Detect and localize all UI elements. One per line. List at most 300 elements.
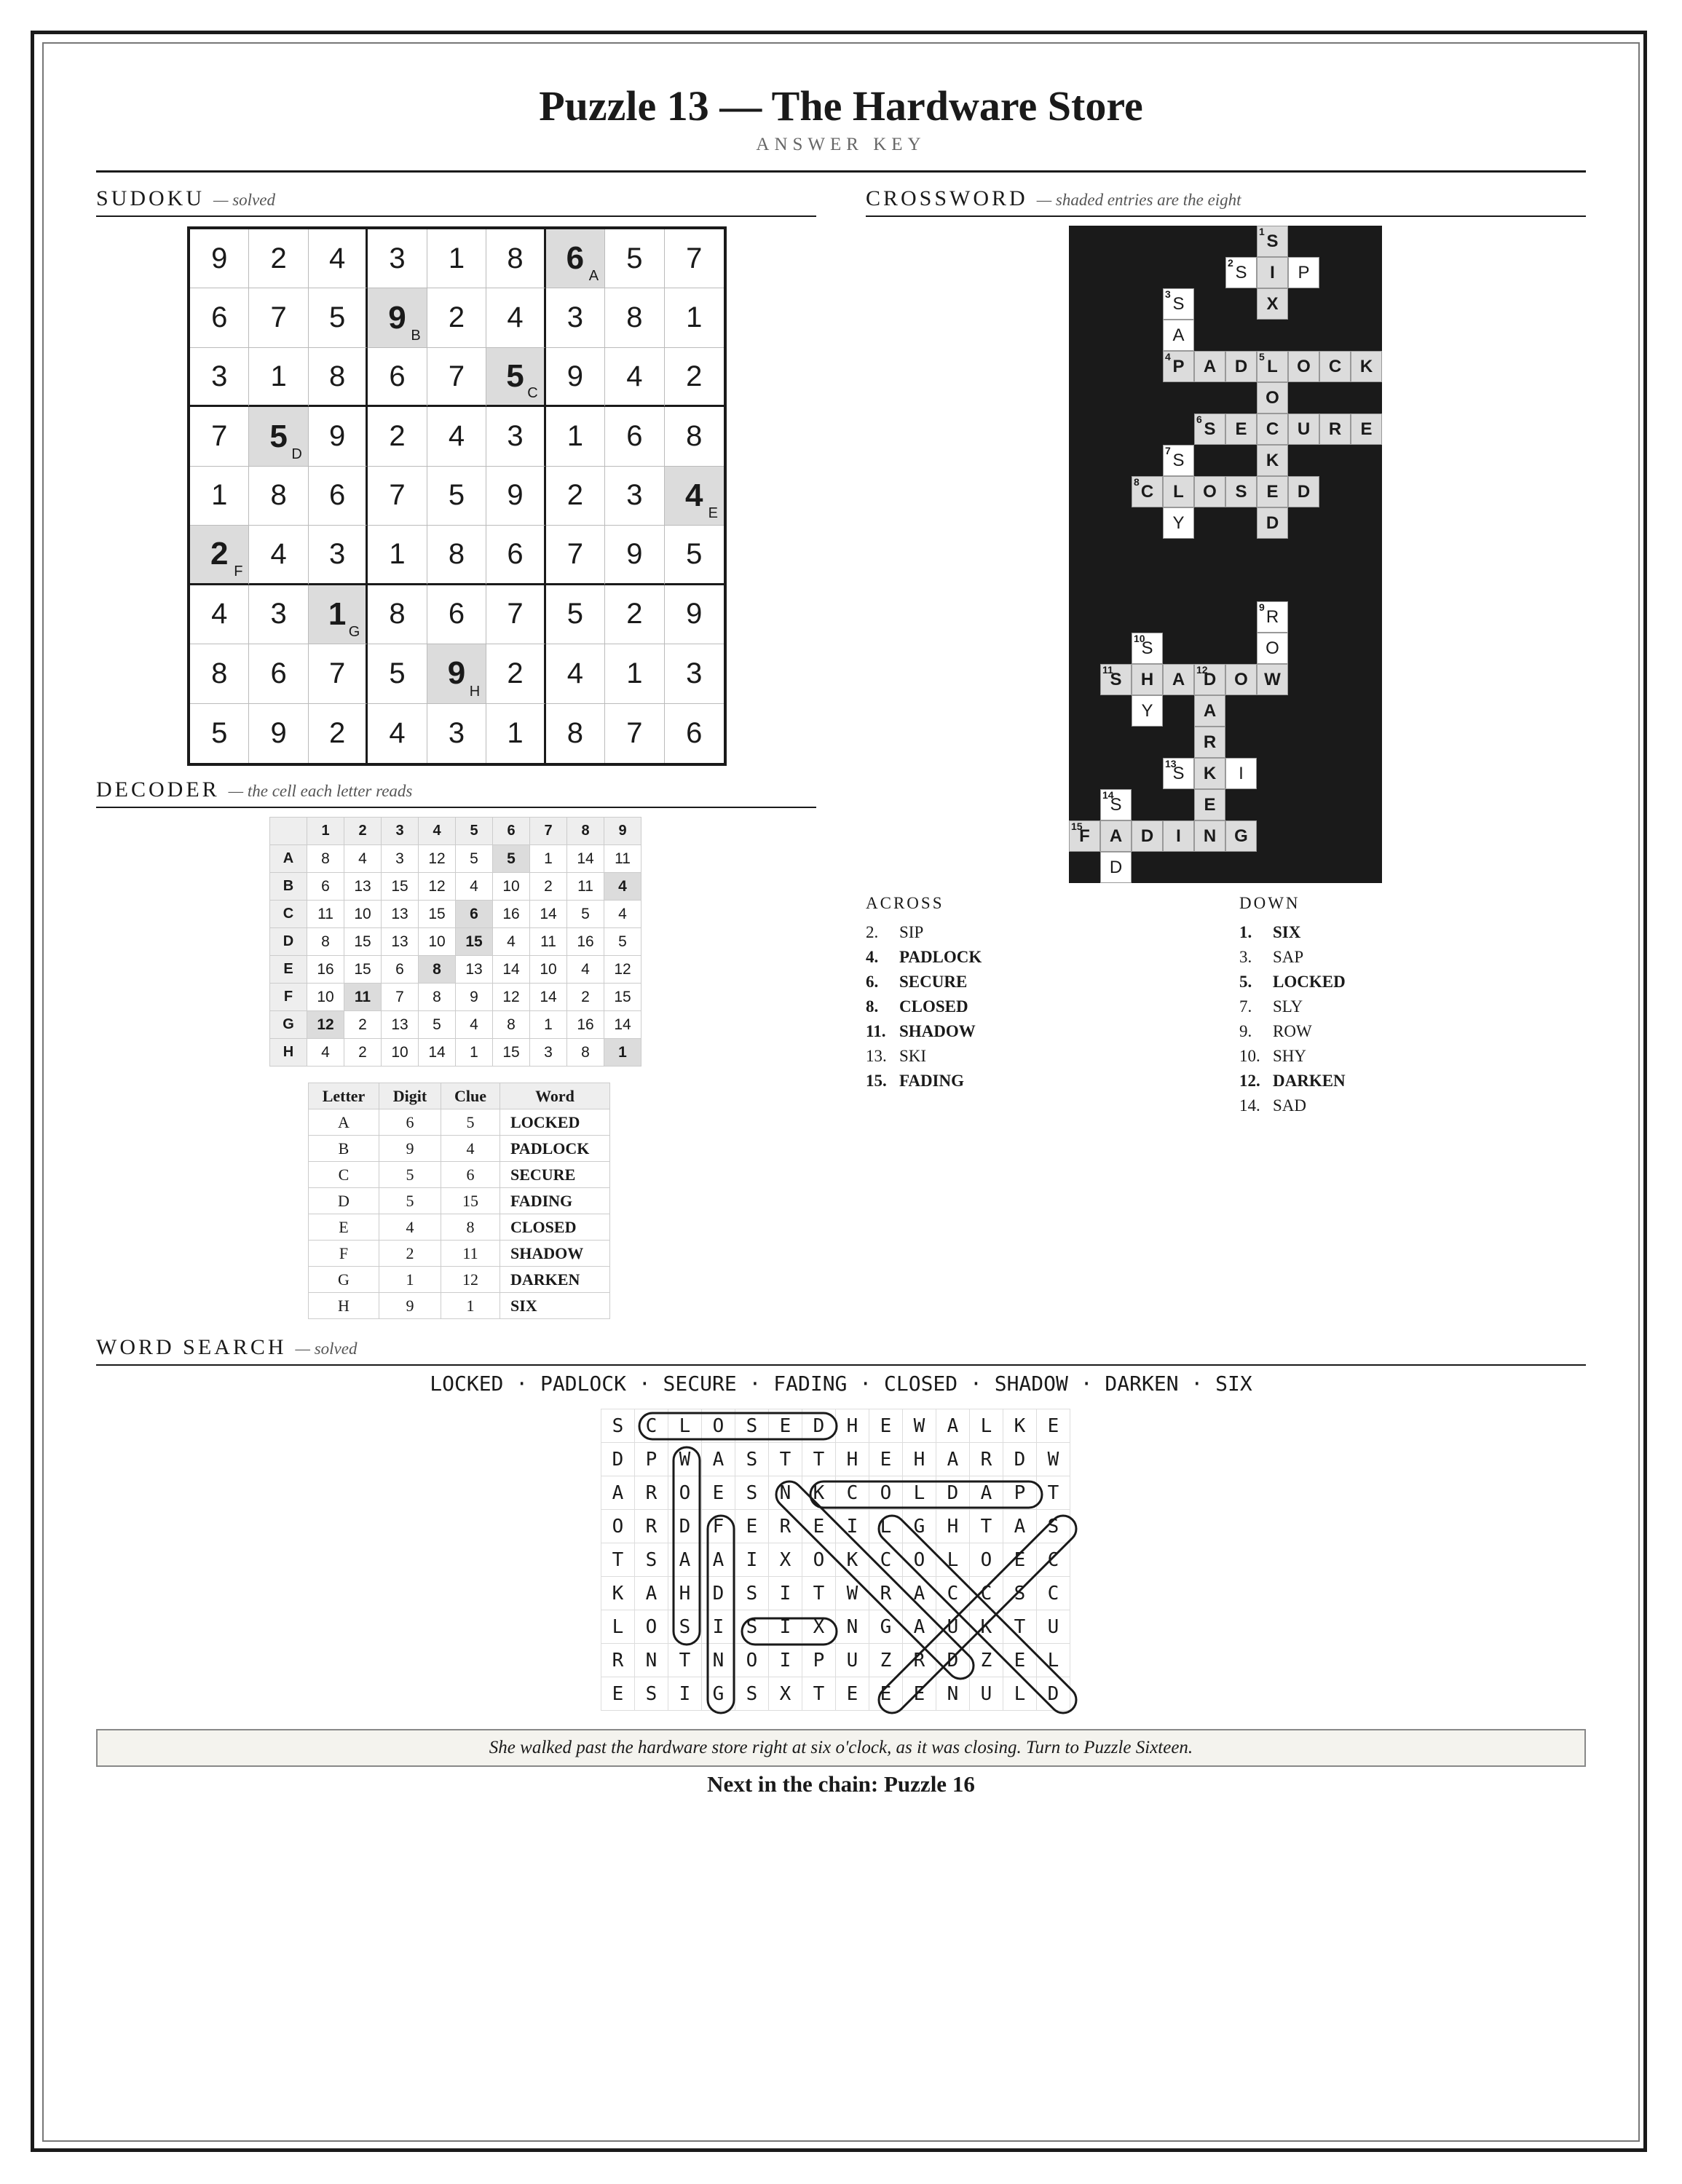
- decoder-cell: 5: [567, 901, 604, 928]
- sudoku-cell: [665, 229, 724, 288]
- word-search-letter: T: [802, 1443, 836, 1476]
- crossword-cell: [1257, 351, 1288, 382]
- word-search-letter: E: [1037, 1409, 1070, 1443]
- sudoku-digit: 9: [507, 479, 524, 512]
- decoder-key-table: [308, 1083, 610, 1319]
- across-heading: ACROSS: [866, 894, 944, 912]
- crossword-letter: S: [1110, 794, 1122, 815]
- word-search-note: — solved: [295, 1340, 358, 1358]
- decoder-cell: 16: [307, 956, 344, 984]
- sudoku-cell: [486, 407, 545, 466]
- decoder-row-header: H: [270, 1039, 307, 1067]
- sudoku-digit: 3: [566, 301, 583, 334]
- sudoku-digit: 9: [626, 537, 643, 570]
- crossword-clue-number: 13: [1165, 758, 1177, 769]
- key-row: [309, 1241, 610, 1267]
- word-search-grid: [601, 1409, 1070, 1711]
- word-search-letter: C: [970, 1577, 1003, 1610]
- crossword-cell: [1194, 695, 1225, 727]
- crossword-cell: [1257, 507, 1288, 539]
- crossword-cell: [1132, 695, 1163, 727]
- decoder-header-row: [270, 818, 641, 845]
- clue-number: 9.: [1239, 1022, 1252, 1040]
- key-cell: 5: [441, 1109, 500, 1136]
- crossword-clue-number: 11: [1102, 664, 1113, 676]
- crossword-letter: F: [1079, 826, 1090, 846]
- word-search-letter: S: [668, 1610, 702, 1644]
- key-word: SECURE: [500, 1162, 610, 1188]
- word-search-letter: O: [601, 1510, 635, 1543]
- decoder-row: [270, 928, 641, 956]
- sudoku-cell: [665, 348, 724, 407]
- decoder-cell: 4: [344, 845, 382, 873]
- key-word: CLOSED: [500, 1214, 610, 1241]
- sudoku-digit: 3: [507, 420, 524, 453]
- decoder-row: [270, 845, 641, 873]
- crossword-letter: R: [1266, 606, 1279, 627]
- word-search-letter: R: [601, 1644, 635, 1677]
- crossword-cell: [1194, 820, 1225, 852]
- decoder-cell: 10: [344, 901, 382, 928]
- word-search-letter: U: [1037, 1610, 1070, 1644]
- word-search-letter: A: [903, 1610, 936, 1644]
- decoder-cell: 2: [567, 984, 604, 1011]
- word-search-letter: R: [869, 1577, 903, 1610]
- sudoku-digit: 7: [270, 301, 287, 334]
- word-search-letter: C: [635, 1409, 668, 1443]
- crossword-letter: U: [1297, 419, 1311, 439]
- crossword-cell: [1163, 476, 1194, 507]
- decoder-cell: 8: [493, 1011, 530, 1039]
- decoder-row-header: E: [270, 956, 307, 984]
- crossword-cell: [1163, 351, 1194, 382]
- word-search-letter: R: [635, 1476, 668, 1510]
- decoder-row-header: G: [270, 1011, 307, 1039]
- word-search-letter: O: [635, 1610, 668, 1644]
- decoder-cell: 13: [382, 928, 419, 956]
- word-search-letter: F: [702, 1510, 735, 1543]
- sudoku-digit: 3: [389, 242, 406, 274]
- word-search-letter: X: [769, 1677, 802, 1711]
- key-cell: G: [309, 1267, 379, 1293]
- word-search-letter: S: [1037, 1510, 1070, 1543]
- decoder-cell: 11: [567, 873, 604, 901]
- clue-entry: [1239, 994, 1346, 1019]
- decoder-cell: 13: [456, 956, 493, 984]
- word-search-letter: X: [769, 1543, 802, 1577]
- page-title: Puzzle 13 — The Hardware Store: [539, 82, 1143, 130]
- sudoku-cell: [605, 348, 664, 407]
- word-search-letter: C: [1037, 1543, 1070, 1577]
- crossword-cell: [1225, 351, 1257, 382]
- sudoku-cell: [190, 407, 249, 466]
- crossword-letter: Y: [1141, 700, 1153, 721]
- decoder-cell: 1: [530, 1011, 567, 1039]
- decoder-column-header: 2: [344, 818, 382, 845]
- sudoku-cell: [368, 288, 427, 347]
- decoder-cell: 14: [419, 1039, 456, 1067]
- sudoku-digit: 1: [448, 242, 465, 274]
- sudoku-digit: 6: [507, 537, 524, 570]
- sudoku-digit: 1: [211, 479, 228, 512]
- sudoku-letter-tag: F: [234, 563, 243, 579]
- clue-number: 15.: [866, 1072, 887, 1090]
- crossword-cell: [1100, 664, 1132, 695]
- decoder-cell: 11: [604, 845, 641, 873]
- word-search-letter: O: [702, 1409, 735, 1443]
- sudoku-digit: 1: [507, 716, 524, 749]
- decoder-cell: 12: [604, 956, 641, 984]
- key-cell: A: [309, 1109, 379, 1136]
- decoder-column-header: 7: [530, 818, 567, 845]
- sudoku-digit: 7: [211, 420, 228, 453]
- decoder-cell: 16: [493, 901, 530, 928]
- word-search-letter: L: [668, 1409, 702, 1443]
- word-search-letter: T: [1003, 1610, 1037, 1644]
- sudoku-cell: [427, 704, 486, 763]
- sudoku-cell: [546, 348, 605, 407]
- decoder-row: [270, 873, 641, 901]
- clue-entry: [1239, 970, 1346, 994]
- sudoku-letter-tag: C: [527, 385, 538, 402]
- clue-word: SHY: [1273, 1047, 1307, 1065]
- clue-number: 2.: [866, 923, 879, 941]
- decoder-column-header: 8: [567, 818, 604, 845]
- word-search-letter: H: [836, 1409, 869, 1443]
- crossword-cell: [1163, 507, 1194, 539]
- clue-entry: [866, 1019, 982, 1044]
- word-search-letter: A: [668, 1543, 702, 1577]
- sudoku-digit: 8: [270, 479, 287, 512]
- sudoku-cell: [309, 407, 368, 466]
- sudoku-cell: [546, 229, 605, 288]
- crossword-letter: O: [1203, 481, 1217, 502]
- sudoku-cell: [427, 288, 486, 347]
- decoder-cell: 8: [419, 984, 456, 1011]
- word-search-letter: T: [668, 1644, 702, 1677]
- crossword-clue-number: 1: [1259, 226, 1265, 237]
- word-search-letter: A: [936, 1409, 970, 1443]
- sudoku-digit: 3: [626, 479, 643, 512]
- decoder-cell: 14: [530, 984, 567, 1011]
- word-search-letter: D: [1037, 1677, 1070, 1711]
- decoder-cell: 4: [307, 1039, 344, 1067]
- word-search-letter: I: [735, 1543, 769, 1577]
- decoder-cell: 4: [456, 1011, 493, 1039]
- decoder-cell: 12: [419, 873, 456, 901]
- sudoku-digit: 1: [566, 420, 583, 453]
- crossword-letter: A: [1109, 826, 1123, 846]
- word-search-letter: I: [769, 1644, 802, 1677]
- crossword-letter: Y: [1172, 513, 1185, 533]
- sudoku-cell: [605, 526, 664, 585]
- crossword-letter: X: [1266, 293, 1279, 314]
- decoder-cell: 15: [382, 873, 419, 901]
- word-search-letter: Z: [970, 1644, 1003, 1677]
- decoder-column-header: 1: [307, 818, 344, 845]
- crossword-clue-number: 6: [1196, 414, 1202, 425]
- clue-entry: [1239, 920, 1346, 945]
- crossword-cell: [1288, 414, 1319, 445]
- key-cell: 9: [379, 1136, 441, 1162]
- clue-number: 1.: [1239, 923, 1252, 941]
- word-search-letter: Z: [869, 1644, 903, 1677]
- sudoku-cell: [249, 407, 308, 466]
- sudoku-cell: [486, 348, 545, 407]
- word-search-row: [601, 1409, 1070, 1443]
- sudoku-cell: [249, 704, 308, 763]
- word-search-letter: D: [601, 1443, 635, 1476]
- decoder-cell: 2: [530, 873, 567, 901]
- key-column-header: Digit: [379, 1083, 441, 1109]
- key-word: SIX: [500, 1293, 610, 1319]
- decoder-cell: 15: [604, 984, 641, 1011]
- sudoku-digit: 1: [389, 537, 406, 570]
- word-search-letter: W: [903, 1409, 936, 1443]
- clue-number: 10.: [1239, 1047, 1260, 1065]
- sudoku-digit: 5: [506, 358, 524, 395]
- word-search-letter: N: [836, 1610, 869, 1644]
- sudoku-cell: [190, 704, 249, 763]
- sudoku-cell: [368, 526, 427, 585]
- word-search-letter: C: [1037, 1577, 1070, 1610]
- word-search-letter: C: [936, 1577, 970, 1610]
- word-search-letter: K: [802, 1476, 836, 1510]
- sudoku-digit: 6: [448, 598, 465, 630]
- key-column-header: Letter: [309, 1083, 379, 1109]
- key-cell: H: [309, 1293, 379, 1319]
- key-row: [309, 1109, 610, 1136]
- word-search-letter: S: [1003, 1577, 1037, 1610]
- crossword-letter: O: [1297, 356, 1311, 376]
- decoder-cell: 6: [307, 873, 344, 901]
- word-search-letter: C: [836, 1476, 869, 1510]
- word-search-letter: S: [601, 1409, 635, 1443]
- clue-number: 6.: [866, 973, 879, 991]
- crossword-cell: [1194, 727, 1225, 758]
- sudoku-cell: [249, 585, 308, 644]
- word-search-word-list: LOCKED · PADLOCK · SECURE · FADING · CLOSED · SHADOW · DARKEN · SIX: [430, 1372, 1252, 1396]
- word-search-letter: S: [735, 1677, 769, 1711]
- word-search-letter: G: [702, 1677, 735, 1711]
- sudoku-letter-tag: H: [469, 683, 481, 700]
- sudoku-cell: [486, 704, 545, 763]
- key-word: PADLOCK: [500, 1136, 610, 1162]
- word-search-letter: W: [668, 1443, 702, 1476]
- clue-entry: [866, 994, 982, 1019]
- crossword-letter: D: [1140, 826, 1154, 846]
- key-cell: 8: [441, 1214, 500, 1241]
- decoder-heading: DECODER: [96, 778, 220, 802]
- sudoku-cell: [427, 348, 486, 407]
- decoder-column-header: 5: [456, 818, 493, 845]
- sudoku-digit: 9: [388, 299, 406, 336]
- decoder-cell: 9: [456, 984, 493, 1011]
- word-search-row: [601, 1677, 1070, 1711]
- sudoku-digit: 2: [328, 716, 346, 749]
- word-search-letter: D: [802, 1409, 836, 1443]
- word-search-row: [601, 1577, 1070, 1610]
- word-search-letter: E: [869, 1443, 903, 1476]
- solution-message: She walked past the hardware store right at six o'clock, as it was closing. Turn to Puzzle Sixteen.: [96, 1729, 1586, 1767]
- crossword-letter: S: [1110, 669, 1122, 689]
- crossword-letter: R: [1203, 732, 1217, 752]
- sudoku-cell: [249, 229, 308, 288]
- sudoku-cell: [190, 467, 249, 526]
- sudoku-cell: [249, 644, 308, 703]
- word-search-letter: G: [903, 1510, 936, 1543]
- sudoku-digit: 2: [270, 242, 287, 274]
- clue-word: FADING: [899, 1072, 965, 1090]
- crossword-letter: H: [1140, 669, 1154, 689]
- key-cell: 1: [379, 1267, 441, 1293]
- sudoku-cell: [190, 348, 249, 407]
- sudoku-cell: [605, 704, 664, 763]
- sudoku-cell: [605, 288, 664, 347]
- sudoku-digit: 5: [389, 657, 406, 689]
- sudoku-cell: [309, 704, 368, 763]
- clue-word: LOCKED: [1273, 973, 1346, 991]
- word-search-row: [601, 1543, 1070, 1577]
- clue-entry: [866, 1044, 982, 1069]
- decoder-corner: [270, 818, 307, 845]
- crossword-letter: E: [1235, 419, 1247, 439]
- decoder-column-header: 9: [604, 818, 641, 845]
- decoder-cell: 1: [604, 1039, 641, 1067]
- word-search-letter: T: [802, 1577, 836, 1610]
- decoder-cell: 11: [344, 984, 382, 1011]
- decoder-column-header: 4: [419, 818, 456, 845]
- word-search-letter: E: [869, 1409, 903, 1443]
- word-search-letter: E: [869, 1677, 903, 1711]
- crossword-cell: [1194, 351, 1225, 382]
- crossword-letter: E: [1360, 419, 1373, 439]
- decoder-row-header: C: [270, 901, 307, 928]
- sudoku-section-header: [96, 186, 816, 217]
- sudoku-cell: [190, 288, 249, 347]
- word-search-letter: A: [1003, 1510, 1037, 1543]
- word-search-letter: K: [1003, 1409, 1037, 1443]
- sudoku-digit: 1: [626, 657, 643, 689]
- word-search-letter: U: [936, 1610, 970, 1644]
- key-cell: 5: [379, 1162, 441, 1188]
- sudoku-cell: [368, 407, 427, 466]
- word-search-letter: T: [970, 1510, 1003, 1543]
- word-search-letter: N: [769, 1476, 802, 1510]
- decoder-cell: 2: [344, 1039, 382, 1067]
- sudoku-digit: 5: [269, 418, 288, 454]
- clue-entry: [866, 970, 982, 994]
- crossword-clue-number: 15: [1071, 820, 1083, 832]
- crossword-cell: [1163, 664, 1194, 695]
- decoder-note: — the cell each letter reads: [228, 782, 413, 800]
- decoder-cell: 16: [567, 928, 604, 956]
- clue-word: SIX: [1273, 923, 1301, 941]
- key-cell: 4: [379, 1214, 441, 1241]
- sudoku-note: — solved: [213, 191, 275, 209]
- clue-entry: [1239, 1044, 1346, 1069]
- word-search-letter: A: [601, 1476, 635, 1510]
- crossword-clue-number: 7: [1165, 445, 1171, 456]
- crossword-clue-number: 9: [1259, 601, 1265, 613]
- crossword-letter: E: [1204, 794, 1216, 815]
- crossword-cell: [1163, 445, 1194, 476]
- sudoku-digit: 7: [686, 242, 703, 274]
- key-cell: 9: [379, 1293, 441, 1319]
- sudoku-cell: [427, 229, 486, 288]
- decoder-cell: 8: [419, 956, 456, 984]
- decoder-cell: 10: [307, 984, 344, 1011]
- sudoku-cell: [605, 585, 664, 644]
- sudoku-cell: [427, 585, 486, 644]
- word-search-letter: T: [802, 1677, 836, 1711]
- sudoku-digit: 6: [626, 420, 643, 453]
- crossword-cell: [1100, 852, 1132, 883]
- word-search-letter: S: [635, 1677, 668, 1711]
- word-search-letter: K: [836, 1543, 869, 1577]
- sudoku-digit: 4: [685, 477, 703, 513]
- crossword-clue-number: 3: [1165, 288, 1171, 300]
- crossword-clue-number: 2: [1228, 257, 1233, 269]
- sudoku-cell: [665, 585, 724, 644]
- decoder-row-header: B: [270, 873, 307, 901]
- sudoku-digit: 3: [328, 537, 346, 570]
- word-search-letter: L: [1037, 1644, 1070, 1677]
- sudoku-cell: [427, 407, 486, 466]
- crossword-letter: S: [1235, 481, 1247, 502]
- decoder-cell: 3: [530, 1039, 567, 1067]
- sudoku-digit: 6: [389, 360, 406, 392]
- sudoku-cell: [546, 526, 605, 585]
- decoder-cell: 15: [456, 928, 493, 956]
- sudoku-cell: [665, 526, 724, 585]
- decoder-cell: 3: [382, 845, 419, 873]
- sudoku-digit: 9: [447, 655, 466, 692]
- crossword-clue-number: 5: [1259, 351, 1265, 363]
- sudoku-digit: 8: [507, 242, 524, 274]
- sudoku-cell: [309, 467, 368, 526]
- sudoku-cell: [309, 526, 368, 585]
- key-cell: 6: [441, 1162, 500, 1188]
- word-search-letter: W: [1037, 1443, 1070, 1476]
- crossword-letter: S: [1172, 293, 1185, 314]
- crossword-letter: D: [1234, 356, 1248, 376]
- clue-word: SECURE: [899, 973, 968, 991]
- crossword-letter: D: [1109, 857, 1123, 877]
- clue-number: 4.: [866, 948, 879, 966]
- decoder-row: [270, 1011, 641, 1039]
- key-row: [309, 1162, 610, 1188]
- crossword-cell: [1194, 414, 1225, 445]
- key-header-row: [309, 1083, 610, 1109]
- word-search-letter: K: [970, 1610, 1003, 1644]
- word-search-letter: N: [702, 1644, 735, 1677]
- key-cell: 6: [379, 1109, 441, 1136]
- sudoku-cell: [486, 644, 545, 703]
- sudoku-digit: 4: [448, 420, 465, 453]
- clue-number: 13.: [866, 1047, 887, 1065]
- decoder-cell: 8: [307, 928, 344, 956]
- sudoku-digit: 3: [686, 657, 703, 689]
- sudoku-cell: [309, 585, 368, 644]
- decoder-cell: 8: [567, 1039, 604, 1067]
- crossword-clue-number: 10: [1134, 633, 1145, 644]
- sudoku-letter-tag: E: [708, 505, 718, 522]
- down-heading: DOWN: [1239, 894, 1300, 912]
- clue-number: 5.: [1239, 973, 1252, 991]
- word-search-letter: L: [601, 1610, 635, 1644]
- decoder-cell: 5: [493, 845, 530, 873]
